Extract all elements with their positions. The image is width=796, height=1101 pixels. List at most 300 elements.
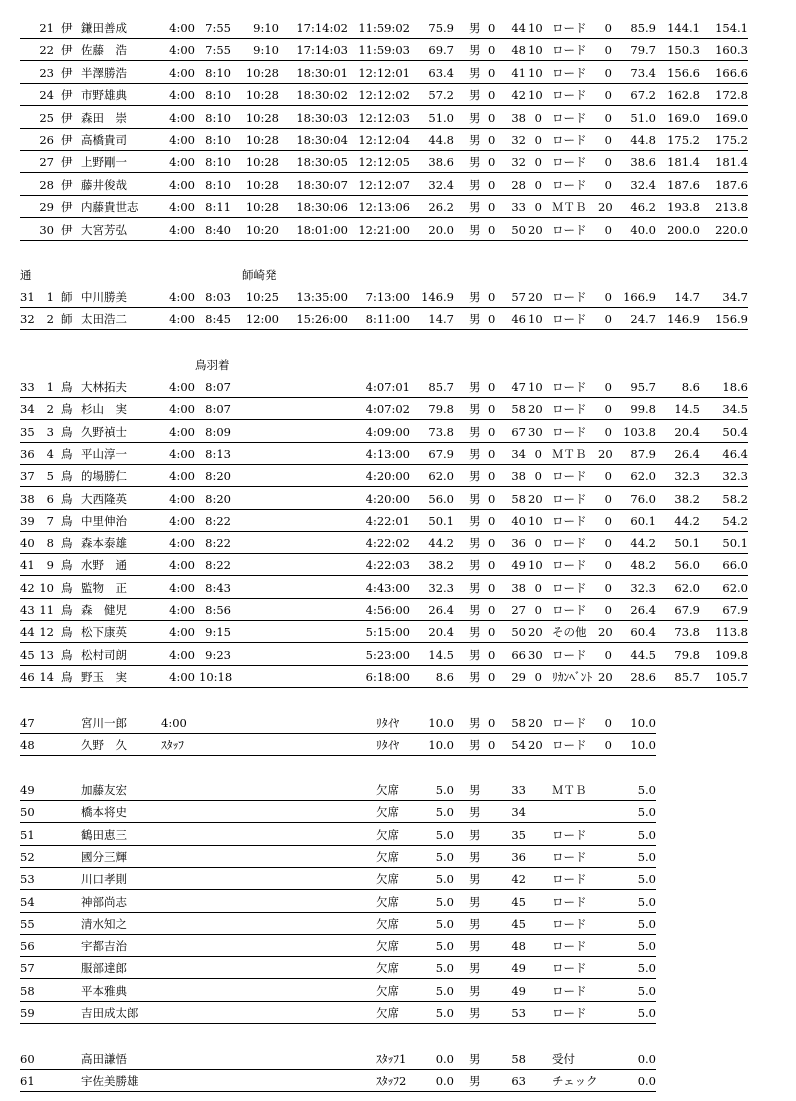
table-row <box>20 62 748 84</box>
label-tsu: 通 <box>20 268 32 282</box>
cell-p: 0 <box>534 200 542 215</box>
cell-p: 10 <box>528 312 543 326</box>
cell-bike: ロード <box>552 155 587 170</box>
cell-z: 0 <box>488 716 496 730</box>
cell-z: 0 <box>488 177 496 192</box>
cell-bike: ロード <box>552 647 587 662</box>
cell-v2: 5.0 <box>637 1006 656 1020</box>
cell-sex: 男 <box>469 312 481 326</box>
cell-bike: ロード <box>552 290 587 304</box>
cell-age: 38 <box>511 110 526 125</box>
cell-t3: 10:28 <box>245 177 279 192</box>
cell-v2: 5.0 <box>637 916 656 931</box>
cell-t1: 4:00 <box>169 177 195 192</box>
cell-name: 野玉 実 <box>81 669 127 684</box>
cell-bike: ロード <box>552 65 587 80</box>
cell-t5: 12:12:03 <box>358 110 410 125</box>
cell-v4: 67.9 <box>722 603 748 617</box>
cell-t4: 18:30:05 <box>296 155 348 170</box>
cell-name: 平本雅典 <box>81 983 127 998</box>
cell-b: 0 <box>604 65 612 80</box>
cell-t2: 8:40 <box>205 222 231 237</box>
cell-v3: 44.2 <box>674 513 700 528</box>
cell-t1: 4:00 <box>169 580 195 595</box>
cell-b: 0 <box>604 536 612 551</box>
table-row <box>20 846 656 868</box>
cell-tp: 鳥 <box>61 580 73 595</box>
cell-name: 橋本将史 <box>81 805 127 820</box>
cell-v3: 38.2 <box>674 491 700 506</box>
cell-st: 欠席 <box>376 939 399 954</box>
cell-t3: 9:10 <box>253 43 279 58</box>
cell-idx: 37 <box>20 469 35 484</box>
cell-t1: 4:00 <box>169 290 195 304</box>
table-row <box>20 107 748 129</box>
cell-v1: 56.0 <box>428 491 454 506</box>
cell-v1: 14.7 <box>428 312 454 326</box>
cell-name: 太田浩二 <box>81 312 127 326</box>
cell-p: 30 <box>528 647 543 662</box>
cell-name: 川口孝則 <box>81 872 127 887</box>
cell-bike: ロード <box>552 580 587 595</box>
cell-name: 森本泰雄 <box>81 536 127 551</box>
cell-t1: 4:00 <box>169 513 195 528</box>
cell-v2: 5.0 <box>637 783 656 797</box>
cell-no: 30 <box>39 222 54 237</box>
cell-name: 森田 崇 <box>81 110 127 125</box>
cell-v3: 14.5 <box>674 402 700 417</box>
cell-v1: 32.4 <box>428 177 454 192</box>
cell-z: 0 <box>488 133 496 147</box>
cell-t2: 7:55 <box>205 21 231 35</box>
cell-no: 6 <box>46 491 54 506</box>
cell-bike: ロード <box>552 513 587 528</box>
cell-bike: ロード <box>552 380 587 394</box>
cell-tp: 師 <box>61 290 73 304</box>
cell-bike: ロード <box>552 716 587 730</box>
cell-sex: 男 <box>469 424 481 439</box>
cell-b: 0 <box>604 402 612 417</box>
cell-no: 25 <box>39 110 54 125</box>
cell-t3: 9:10 <box>253 21 279 35</box>
cell-no: 21 <box>39 21 54 35</box>
cell-sex: 男 <box>469 783 481 797</box>
cell-t2: 8:10 <box>205 155 231 170</box>
table-row <box>20 824 656 846</box>
cell-bike: ロード <box>552 536 587 551</box>
cell-tp: 鳥 <box>61 380 73 394</box>
cell-bike: ロード <box>552 21 587 35</box>
cell-idx: 33 <box>20 380 35 394</box>
cell-t2: 7:55 <box>205 43 231 58</box>
cell-t4: 18:30:04 <box>296 133 348 147</box>
cell-sex: 男 <box>469 625 481 640</box>
cell-p: 10 <box>528 43 543 58</box>
cell-p: 0 <box>534 133 542 147</box>
cell-t2: 8:03 <box>205 290 231 304</box>
cell-age: 41 <box>511 65 526 80</box>
cell-bike: ロード <box>552 177 587 192</box>
cell-t5: 4:09:00 <box>365 424 410 439</box>
table-row <box>20 644 748 666</box>
cell-idx: 52 <box>20 849 35 864</box>
cell-tp: 鳥 <box>61 446 73 461</box>
cell-sex: 男 <box>469 380 481 394</box>
cell-t1: 4:00 <box>169 222 195 237</box>
cell-tp: 伊 <box>61 222 73 237</box>
cell-v1: 85.7 <box>428 380 454 394</box>
cell-v1: 75.9 <box>428 21 454 35</box>
cell-b: 0 <box>604 110 612 125</box>
cell-idx: 60 <box>20 1052 35 1066</box>
cell-v2: 5.0 <box>637 939 656 954</box>
cell-idx: 58 <box>20 983 35 998</box>
cell-v2: 44.8 <box>630 133 656 147</box>
cell-v3: 175.2 <box>667 133 700 147</box>
cell-v2: 95.7 <box>630 380 656 394</box>
cell-t5: 4:13:00 <box>365 446 410 461</box>
cell-b: 0 <box>604 469 612 484</box>
cell-t1: 4:00 <box>169 424 195 439</box>
cell-v4: 213.8 <box>715 200 748 215</box>
cell-p: 20 <box>528 491 543 506</box>
cell-t5: 4:56:00 <box>365 603 410 617</box>
cell-v2: 0.0 <box>637 1052 656 1066</box>
cell-b: 20 <box>598 669 613 684</box>
cell-no: 13 <box>39 647 54 662</box>
cell-v3: 146.9 <box>667 312 700 326</box>
cell-t5: 11:59:02 <box>358 21 410 35</box>
cell-t5: 5:23:00 <box>365 647 410 662</box>
cell-tp: 鳥 <box>61 647 73 662</box>
cell-name: 中川勝美 <box>81 290 127 304</box>
cell-v1: 5.0 <box>435 939 454 954</box>
cell-idx: 41 <box>20 558 35 573</box>
cell-no: 27 <box>39 155 54 170</box>
cell-sex: 男 <box>469 177 481 192</box>
cell-no: 26 <box>39 133 54 147</box>
cell-p: 10 <box>528 380 543 394</box>
cell-v2: 5.0 <box>637 827 656 842</box>
cell-sex: 男 <box>469 716 481 730</box>
cell-st: 欠席 <box>376 983 399 998</box>
cell-idx: 46 <box>20 669 35 684</box>
cell-name: 的場勝仁 <box>81 469 127 484</box>
cell-v4: 154.1 <box>715 21 748 35</box>
cell-name: 平山淳一 <box>81 446 127 461</box>
cell-z: 0 <box>488 738 496 752</box>
cell-name: 大宮芳弘 <box>81 222 127 237</box>
cell-age: 34 <box>511 446 526 461</box>
cell-t1: 4:00 <box>169 312 195 326</box>
table-row <box>20 957 656 979</box>
cell-age: 58 <box>511 402 526 417</box>
table-row <box>20 84 748 106</box>
cell-p: 10 <box>528 65 543 80</box>
cell-st: 欠席 <box>376 872 399 887</box>
cell-b: 20 <box>598 200 613 215</box>
cell-v4: 34.7 <box>722 290 748 304</box>
cell-t2: 10:18 <box>199 669 233 684</box>
cell-sex: 男 <box>469 580 481 595</box>
cell-t3: 10:25 <box>245 290 279 304</box>
cell-sex: 男 <box>469 872 481 887</box>
cell-bike: ﾘｶﾝﾍﾞﾝﾄ <box>552 669 593 684</box>
cell-sex: 男 <box>469 222 481 237</box>
cell-v3: 32.3 <box>674 469 700 484</box>
cell-v1: 44.2 <box>428 536 454 551</box>
cell-v3: 150.3 <box>667 43 700 58</box>
cell-sex: 男 <box>469 961 481 976</box>
cell-age: 49 <box>511 961 526 976</box>
cell-idx: 42 <box>20 580 35 595</box>
cell-v2: 103.8 <box>623 424 656 439</box>
cell-age: 42 <box>511 88 526 103</box>
cell-name: 宮川一郎 <box>81 716 127 730</box>
cell-p: 0 <box>534 580 542 595</box>
cell-b: 0 <box>604 716 612 730</box>
table-row <box>20 510 748 532</box>
cell-t3: 10:28 <box>245 65 279 80</box>
cell-idx: 56 <box>20 939 35 954</box>
cell-t2: 8:09 <box>205 424 231 439</box>
cell-t2: 8:07 <box>205 402 231 417</box>
cell-t5: 4:22:01 <box>365 513 410 528</box>
cell-tp: 鳥 <box>61 536 73 551</box>
cell-sex: 男 <box>469 916 481 931</box>
cell-p: 0 <box>534 110 542 125</box>
cell-v4: 166.6 <box>715 65 748 80</box>
cell-v2: 87.9 <box>630 446 656 461</box>
cell-t2: 8:56 <box>205 603 231 617</box>
cell-v2: 38.6 <box>630 155 656 170</box>
cell-age: 49 <box>511 983 526 998</box>
cell-name: 大西隆英 <box>81 491 127 506</box>
cell-age: 58 <box>511 716 526 730</box>
cell-v4: 46.4 <box>722 446 748 461</box>
cell-v3: 56.0 <box>674 558 700 573</box>
cell-bike: ロード <box>552 133 587 147</box>
cell-v2: 32.3 <box>630 580 656 595</box>
cell-z: 0 <box>488 580 496 595</box>
table-row <box>20 1070 656 1092</box>
cell-z: 0 <box>488 290 496 304</box>
cell-v4: 172.8 <box>715 88 748 103</box>
cell-v3: 67.9 <box>674 603 700 617</box>
cell-tp: 伊 <box>61 65 73 80</box>
cell-t2: 8:10 <box>205 177 231 192</box>
table-row <box>20 17 748 39</box>
cell-v1: 5.0 <box>435 805 454 820</box>
cell-b: 0 <box>604 603 612 617</box>
cell-name: 上野剛一 <box>81 155 127 170</box>
cell-t3: 10:28 <box>245 88 279 103</box>
cell-t2: 9:15 <box>205 625 231 640</box>
cell-t1: 4:00 <box>169 446 195 461</box>
cell-age: 45 <box>511 916 526 931</box>
table-row <box>20 621 748 643</box>
cell-t1: 4:00 <box>169 43 195 58</box>
cell-v1: 5.0 <box>435 961 454 976</box>
cell-v1: 69.7 <box>428 43 454 58</box>
cell-v4: 181.4 <box>715 155 748 170</box>
cell-v2: 85.9 <box>630 21 656 35</box>
cell-age: 42 <box>511 872 526 887</box>
cell-t2: 8:07 <box>205 380 231 394</box>
cell-v3: 181.4 <box>667 155 700 170</box>
cell-t1: 4:00 <box>169 110 195 125</box>
cell-t2: 8:11 <box>205 200 231 215</box>
cell-v4: 109.8 <box>715 647 748 662</box>
table-row <box>20 129 748 151</box>
cell-bike: ロード <box>552 603 587 617</box>
cell-b: 0 <box>604 21 612 35</box>
cell-bike: ロード <box>552 312 587 326</box>
cell-bike: ロード <box>552 916 587 931</box>
cell-b: 0 <box>604 647 612 662</box>
cell-z: 0 <box>488 21 496 35</box>
cell-t5: 4:20:00 <box>365 491 410 506</box>
cell-b: 20 <box>598 446 613 461</box>
table-row <box>20 196 748 218</box>
cell-name: 鶴田恵三 <box>81 827 127 842</box>
cell-bike: ロード <box>552 961 587 976</box>
cell-t2: 8:45 <box>205 312 231 326</box>
cell-t1: 4:00 <box>169 65 195 80</box>
cell-v2: 5.0 <box>637 849 656 864</box>
cell-v4: 58.2 <box>722 491 748 506</box>
table-row <box>20 1002 656 1024</box>
cell-name: 久野 久 <box>81 738 127 752</box>
cell-no: 23 <box>39 65 54 80</box>
cell-v1: 67.9 <box>428 446 454 461</box>
cell-v1: 62.0 <box>428 469 454 484</box>
cell-idx: 31 <box>20 290 35 304</box>
cell-idx: 47 <box>20 716 35 730</box>
cell-tp: 鳥 <box>61 491 73 506</box>
cell-t1: 4:00 <box>169 88 195 103</box>
cell-name: 高橋貴司 <box>81 133 127 147</box>
cell-tp: 鳥 <box>61 625 73 640</box>
cell-age: 49 <box>511 558 526 573</box>
cell-z: 0 <box>488 491 496 506</box>
cell-st: ｽﾀｯﾌ1 <box>376 1052 407 1066</box>
cell-t1: 4:00 <box>161 716 187 730</box>
cell-b: 0 <box>604 177 612 192</box>
cell-v1: 73.8 <box>428 424 454 439</box>
cell-age: 36 <box>511 536 526 551</box>
cell-bike: ＭＴＢ <box>552 200 587 215</box>
cell-sex: 男 <box>469 1006 481 1020</box>
cell-sex: 男 <box>469 849 481 864</box>
cell-name: 服部達郎 <box>81 961 127 976</box>
cell-v4: 32.3 <box>722 469 748 484</box>
cell-v1: 26.2 <box>428 200 454 215</box>
cell-age: 33 <box>511 783 526 797</box>
cell-t1: 4:00 <box>169 625 195 640</box>
cell-b: 0 <box>604 133 612 147</box>
cell-t1: 4:00 <box>169 155 195 170</box>
cell-age: 28 <box>511 177 526 192</box>
cell-p: 20 <box>528 625 543 640</box>
cell-v3: 26.4 <box>674 446 700 461</box>
cell-tp: 伊 <box>61 110 73 125</box>
cell-v2: 24.7 <box>630 312 656 326</box>
cell-age: 50 <box>511 222 526 237</box>
cell-tp: 伊 <box>61 21 73 35</box>
cell-sex: 男 <box>469 1052 481 1066</box>
cell-v2: 44.5 <box>630 647 656 662</box>
cell-idx: 50 <box>20 805 35 820</box>
cell-v1: 8.6 <box>435 669 454 684</box>
cell-age: 40 <box>511 513 526 528</box>
cell-v3: 169.0 <box>667 110 700 125</box>
cell-bike: ロード <box>552 110 587 125</box>
cell-bike: ロード <box>552 222 587 237</box>
cell-t2: 8:20 <box>205 469 231 484</box>
cell-p: 10 <box>528 558 543 573</box>
table-row <box>20 913 656 935</box>
cell-sex: 男 <box>469 1074 481 1088</box>
cell-t3: 10:20 <box>245 222 279 237</box>
cell-v1: 0.0 <box>435 1074 454 1088</box>
cell-name: 中里伸治 <box>81 513 127 528</box>
cell-v1: 20.0 <box>428 222 454 237</box>
cell-v1: 10.0 <box>428 716 454 730</box>
cell-tp: 伊 <box>61 155 73 170</box>
cell-p: 20 <box>528 738 543 752</box>
cell-p: 20 <box>528 222 543 237</box>
cell-v1: 32.3 <box>428 580 454 595</box>
cell-sex: 男 <box>469 536 481 551</box>
cell-v4: 54.2 <box>722 513 748 528</box>
cell-v2: 26.4 <box>630 603 656 617</box>
cell-b: 0 <box>604 312 612 326</box>
cell-v1: 50.1 <box>428 513 454 528</box>
cell-z: 0 <box>488 469 496 484</box>
cell-st: 欠席 <box>376 783 399 797</box>
cell-p: 10 <box>528 88 543 103</box>
cell-age: 63 <box>511 1074 526 1088</box>
cell-sex: 男 <box>469 738 481 752</box>
cell-bike: その他 <box>552 625 587 640</box>
cell-v2: 10.0 <box>630 716 656 730</box>
cell-v3: 62.0 <box>674 580 700 595</box>
cell-t5: 4:22:03 <box>365 558 410 573</box>
cell-t5: 12:21:00 <box>358 222 410 237</box>
cell-age: 34 <box>511 805 526 820</box>
cell-v1: 14.5 <box>428 647 454 662</box>
cell-t1: 4:00 <box>169 402 195 417</box>
cell-sex: 男 <box>469 43 481 58</box>
table-row <box>20 980 656 1002</box>
cell-bike: ＭＴＢ <box>552 446 587 461</box>
cell-v1: 5.0 <box>435 1006 454 1020</box>
cell-t3: 12:00 <box>245 312 279 326</box>
cell-sex: 男 <box>469 983 481 998</box>
cell-v1: 44.8 <box>428 133 454 147</box>
cell-z: 0 <box>488 647 496 662</box>
cell-sex: 男 <box>469 669 481 684</box>
cell-v4: 160.3 <box>715 43 748 58</box>
cell-st: 欠席 <box>376 827 399 842</box>
cell-st: 欠席 <box>376 916 399 931</box>
cell-st: 欠席 <box>376 849 399 864</box>
cell-z: 0 <box>488 603 496 617</box>
cell-t2: 8:10 <box>205 88 231 103</box>
cell-v2: 5.0 <box>637 961 656 976</box>
cell-tp: 鳥 <box>61 513 73 528</box>
